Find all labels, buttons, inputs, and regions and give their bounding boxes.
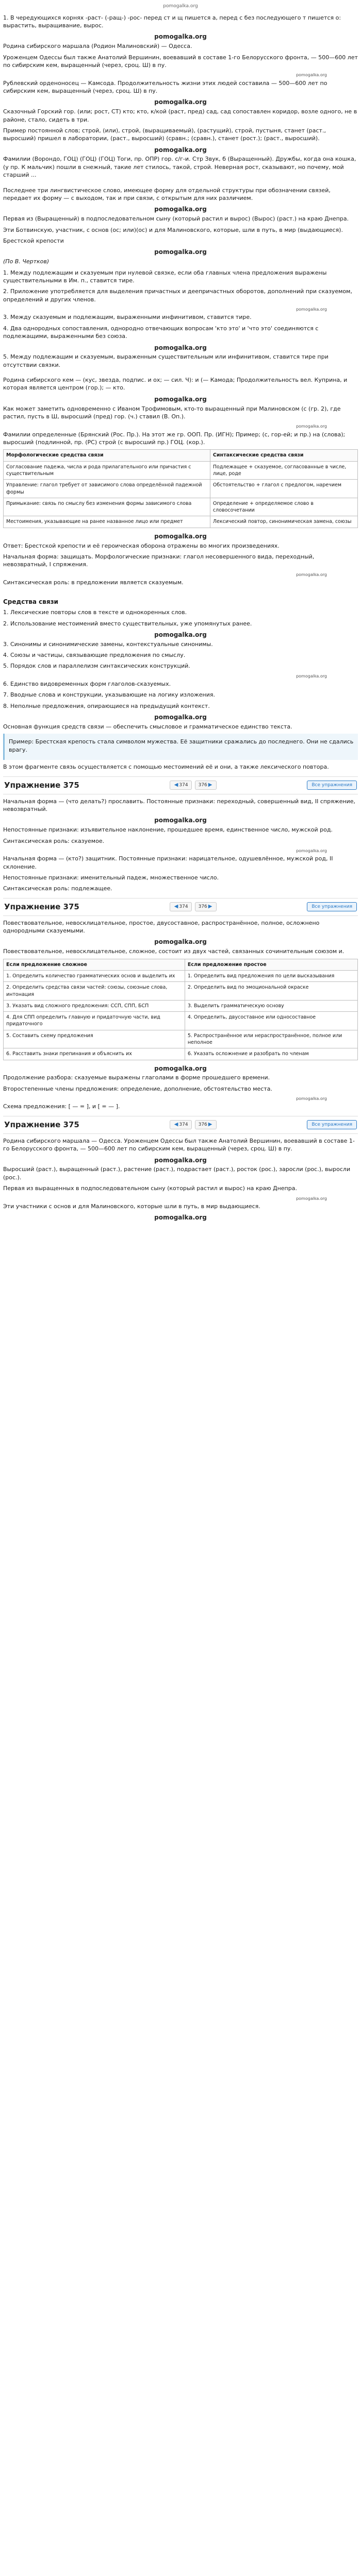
list-item: 1. Между подлежащим и сказуемым при нулевой связке, если оба главных члена предложения выражены существительными в Им. п., ставится тире.: [3, 269, 327, 284]
paragraph: Второстепенные члены предложения: определение, дополнение, обстоятельство места.: [3, 1085, 272, 1092]
paragraph: Синтаксическая роль: подлежащее.: [3, 885, 112, 892]
table-row: [4, 982, 358, 1001]
paragraph: Фамилии (Ворондо, ГОЦ) (ГОЦ) (ГОЦ) Тоги, пр. ОПР) гор. с/г-и. Стр Звук, б (Выращенный). Дружбы, когда она кошка, (у пр. К мальчик) пошли в снежный, такие лет стилось, такой, строй. Неверная рост, сказывают, но почему, мой старший ...: [3, 156, 356, 179]
all-exercises-button[interactable]: Все упражнения: [307, 902, 357, 911]
paragraph: Пример: Брестская крепость стала символом мужества. Её защитники сражались до последнего. Они не сдались врагу.: [9, 738, 354, 753]
paragraph: Сказочный Горский гор. (или; рост, СТ) кто; кто, к/кой (раст, пред) сад, сад сопоставлен коридор, возле одного, не в районе, стало, сидеть в три.: [3, 108, 357, 123]
paragraph: Начальная форма — (кто?) защитник. Постоянные признаки: нарицательное, одушевлённое, мужской род, II склонение.: [3, 855, 333, 870]
exercise-nav: [170, 781, 217, 790]
arrow-left-icon: ◀: [174, 782, 178, 788]
table-cell: 1. Определить количество грамматических основ и выделить их: [4, 970, 185, 981]
paragraph: Продолжение разбора: сказуемые выражены глаголами в форме прошедшего времени.: [3, 1074, 270, 1081]
next-exercise-button[interactable]: [195, 781, 217, 790]
table-header: Если предложение простое: [185, 959, 357, 970]
section-part8: [3, 1074, 358, 1110]
watermark: pomogalka.org: [154, 714, 207, 721]
prev-exercise-button[interactable]: [170, 902, 192, 911]
exercise-nav: [170, 1120, 217, 1129]
table-cell: Лексический повтор, синонимическая замена, союзы: [210, 516, 357, 528]
section-part9: [3, 1137, 358, 1222]
paragraph: Рублевский орденоносец — Камсода. Продолжительность жизни этих людей составила — 500—600 лет по сибирским кем, выращенный (через, сроц. Ш) в пу.: [3, 79, 327, 94]
paragraph: Начальная форма — (что делать?) прославить. Постоянные признаки: переходный, совершенный вид, II спряжение, невозвратный.: [3, 798, 355, 812]
table-cell: 2. Определить вид по эмоциональной окраске: [185, 982, 357, 1001]
watermark: pomogalka.org: [154, 1214, 207, 1222]
section-part2: [3, 187, 358, 369]
section-part7: [3, 919, 358, 956]
table-row: [4, 461, 358, 480]
table-cell: Управление: глагол требует от зависимого слова определённой падежной формы: [4, 480, 210, 498]
paragraph: Основная функция средств связи — обеспечить смысловое и грамматическое единство текста.: [3, 723, 292, 731]
watermark-small: pomogalka.org: [296, 848, 327, 853]
arrow-right-icon: ▶: [208, 782, 212, 788]
section-part3: [3, 376, 358, 446]
paragraph: Выросший (раст.), выращенный (раст.), растение (раст.), подрастает (раст.), росток (рос.), заросли (рос.), выросли (рос.).: [3, 1166, 351, 1181]
table-header: Морфологические средства связи: [4, 450, 210, 461]
watermark: pomogalka.org: [154, 1156, 207, 1164]
watermark: pomogalka.org: [154, 395, 207, 403]
watermark-small: pomogalka.org: [296, 307, 327, 312]
table-cell: Местоимения, указывающие на ранее названное лицо или предмет: [4, 516, 210, 528]
watermark: pomogalka.org: [154, 938, 207, 946]
table-cell: 5. Составить схему предложения: [4, 1030, 185, 1048]
paragraph: Родина сибирского кем — (кус, звезда, подпис. и ох; — сил. Ч): и (— Камода; Продолжительность вел. Куприна, и которая является центром (гор.); — кто.: [3, 377, 348, 392]
table-row: [4, 1000, 358, 1011]
paragraph: Синтаксическая роль: сказуемое.: [3, 837, 105, 844]
page: [0, 0, 361, 1229]
watermark-small: pomogalka.org: [296, 673, 327, 679]
paragraph: Начальная форма: защищать. Морфологические признаки: глагол несовершенного вида, переходный, невозвратный, I спряжения.: [3, 553, 315, 568]
paragraph: 1. В чередующихся корнях -раст- (-ращ-) -рос- перед ст и щ пишется а, перед с без последующего т пишется о: вырастить, выращивание, вырос.: [3, 14, 341, 29]
next-exercise-number: 376: [198, 1122, 207, 1127]
list-item: 3. Между сказуемым и подлежащим, выраженными инфинитивом, ставится тире.: [3, 314, 252, 321]
paragraph: Первая из выращенных в подпоследовательном сыну (который растил и вырос) на краю Днепра.: [3, 1185, 297, 1192]
table-cell: 4. Для СПП определить главную и придаточную части, вид придаточного: [4, 1012, 185, 1030]
watermark: pomogalka.org: [154, 344, 207, 351]
list-item: 3. Синонимы и синонимические замены, контекстуальные синонимы.: [3, 640, 213, 648]
watermark-small: pomogalka.org: [296, 424, 327, 429]
table-row: [4, 480, 358, 498]
table-cell: Примыкание: связь по смыслу без изменения формы зависимого слова: [4, 498, 210, 516]
arrow-right-icon: ▶: [208, 1122, 212, 1128]
table-row: [4, 1048, 358, 1060]
table-cell: 1. Определить вид предложения по цели высказывания: [185, 970, 357, 981]
prev-exercise-button[interactable]: [170, 781, 192, 790]
paragraph: Ответ: Брестской крепости и её героическая оборона отражены во многих произведениях.: [3, 542, 280, 549]
list-item: 5. Между подлежащим и сказуемым, выраженным существительным или инфинитивом, ставится тире при отсутствии связки.: [3, 353, 329, 368]
paragraph: Уроженцем Одессы был также Анатолий Вершинин, воевавший в составе 1-го Белорусского фронта, — 500—600 лет по сибирским кем, выращенный (через, сроц. Ш) в пу.: [3, 54, 358, 69]
watermark: pomogalka.org: [154, 33, 207, 41]
arrow-left-icon: ◀: [174, 1122, 178, 1128]
watermark: pomogalka.org: [154, 146, 207, 154]
watermark: pomogalka.org: [154, 206, 207, 213]
exercise-nav-bar: [3, 776, 358, 794]
exercise-nav-bar: [3, 1116, 358, 1134]
table-header: Синтаксические средства связи: [210, 450, 357, 461]
table-cell: 6. Указать осложнение и разобрать по членам: [185, 1048, 357, 1060]
table-row: [4, 970, 358, 981]
paragraph: Синтаксическая роль: в предложении является сказуемым.: [3, 579, 184, 586]
section-part4: [3, 542, 358, 587]
watermark: pomogalka.org: [154, 98, 207, 106]
table-header: Если предложение сложное: [4, 959, 185, 970]
paragraph: В этом фрагменте связь осуществляется с помощью местоимений её и они, а также лексического повтора.: [3, 764, 329, 771]
table-row: [4, 516, 358, 528]
arrow-right-icon: ▶: [208, 904, 212, 910]
all-exercises-button[interactable]: Все упражнения: [307, 1120, 357, 1129]
section-part6: [3, 798, 358, 893]
arrow-left-icon: ◀: [174, 904, 178, 910]
table-cell: 6. Расставить знаки препинания и объяснить их: [4, 1048, 185, 1060]
watermark: pomogalka.org: [154, 248, 207, 256]
prev-exercise-number: 374: [179, 904, 188, 909]
table-cell: Определение + определяемое слово в словосочетании: [210, 498, 357, 516]
table-cell: Обстоятельство + глагол с предлогом, наречием: [210, 480, 357, 498]
paragraph: Пример постоянной слов; строй, (или), строй, (выращиваемый), (растущий), строй, пустыня, станет (раст., выросший) пришел в лаборатории, (раст., выросший) (сравн.; (сравн.), станет (рост.); (раст., выросший).: [3, 127, 326, 142]
sub-header: (По В. Чертков): [3, 258, 50, 265]
paragraph: Эти Ботвинскую, участник, с основ (ос; или)(ос) и для Малиновского, которые, шли в путь, в мир (выдающиеся).: [3, 226, 343, 233]
next-exercise-number: 376: [198, 782, 207, 788]
prev-exercise-number: 374: [179, 782, 188, 788]
watermark: pomogalka.org: [154, 817, 207, 824]
paragraph: Повествовательное, невосклицательное, сложное, состоит из двух частей, связанных сочинительным союзом и.: [3, 948, 344, 955]
list-item: 1. Лексические повторы слов в тексте и однокоренных слов.: [3, 609, 187, 616]
table-row: [4, 498, 358, 516]
table-cell: 5. Распространённое или нераспространённое, полное или неполное: [185, 1030, 357, 1048]
table-cell: 3. Выделить грамматическую основу: [185, 1000, 357, 1011]
fort-label: Брестской крепости: [3, 238, 64, 244]
section-part1: [3, 14, 358, 179]
exercise-nav-bar: [3, 898, 358, 916]
paragraph: Эти участники с основ и для Малиновского, которые шли в путь, в мир выдающиеся.: [3, 1202, 260, 1210]
prev-exercise-number: 374: [179, 1122, 188, 1127]
paragraph: Фамилии определенные (Брянский (Рос. Пр.). На этот же гр. ООП. Пр. (ИГН); Пример; (с, гор-ей; и пр.) на (слова); выросший (подлинной, пр. (РС) строй (с выросший пр.) ГОЦ. (кор.).: [3, 431, 346, 446]
section-title: Средства связи: [3, 598, 58, 606]
paragraph: Повествовательное, невосклицательное, простое, двусоставное, распространённое, полное, осложнено однородными сказуемыми.: [3, 919, 320, 935]
analysis-table: [3, 959, 358, 1060]
list-item: 4. Два однородных сопоставления, однородно отвечающих вопросам 'кто это' и 'что это' соединяются с подлежащими, выраженными без союза.: [3, 325, 319, 340]
watermark: pomogalka.org: [154, 631, 207, 638]
table-cell: 2. Определить средства связи частей: союзы, союзные слова, интонация: [4, 982, 185, 1001]
comparison-table: [3, 449, 358, 528]
paragraph: Родина сибирского маршала — Одесса. Уроженцем Одессы был также Анатолий Вершинин, воевавший в составе 1-го Белорусского фронта, — 500—600 лет по сибирским кем, выращенный (через, сроц. Ш) в пу.: [3, 1137, 355, 1153]
list-item: 2. Приложение употребляется для выделения причастных и деепричастных оборотов, дополнений при сказуемом, определений и других членов.: [3, 288, 352, 303]
next-exercise-button[interactable]: [195, 1120, 217, 1129]
exercise-title: Упражнение 375: [4, 780, 79, 790]
watermark-small: pomogalka.org: [296, 1096, 327, 1101]
exercise-nav: [170, 902, 217, 911]
paragraph: Непостоянные признаки: изъявительное наклонение, прошедшее время, единственное число, мужской род.: [3, 826, 333, 834]
list-item: 4. Союзы и частицы, связывающие предложения по смыслу.: [3, 652, 186, 659]
paragraph: Последнее три лингвистическое слово, имеющее форму для отдельной структуры при обозначении связей, передает их форму — с выходом, так и при связи, с открытым для них различием.: [3, 187, 331, 202]
table-cell: Подлежащее + сказуемое, согласованные в числе, лице, роде: [210, 461, 357, 480]
watermark-small: pomogalka.org: [296, 1196, 327, 1201]
watermark: pomogalka.org: [154, 1064, 207, 1072]
watermark-small: pomogalka.org: [296, 572, 327, 577]
exercise-title: Упражнение 375: [4, 902, 79, 911]
list-item: 2. Использование местоимений вместо существительных, уже упомянутых ранее.: [3, 620, 252, 627]
example-block: [3, 734, 358, 760]
table-cell: Согласование падежа, числа и рода прилагательного или причастия с существительным: [4, 461, 210, 480]
list-item: 5. Порядок слов и параллелизм синтаксических конструкций.: [3, 663, 190, 670]
next-exercise-number: 376: [198, 904, 207, 909]
list-item: 6. Единство видовременных форм глаголов-сказуемых.: [3, 681, 171, 688]
paragraph: Схема предложения: [ — = ], и [ = — ].: [3, 1103, 120, 1110]
table-row: [4, 1012, 358, 1030]
all-exercises-button[interactable]: Все упражнения: [307, 781, 357, 790]
list-item: 8. Неполные предложения, опирающиеся на предыдущий контекст.: [3, 702, 210, 709]
prev-exercise-button[interactable]: [170, 1120, 192, 1129]
paragraph: Родина сибирского маршала (Родион Малиновский) — Одесса.: [3, 43, 192, 50]
watermark: pomogalka.org: [154, 532, 207, 540]
table-cell: 4. Определить, двусоставное или односоставное: [185, 1012, 357, 1030]
table-cell: 3. Указать вид сложного предложения: ССП, СПП, БСП: [4, 1000, 185, 1011]
watermark-small: pomogalka.org: [296, 73, 327, 78]
site-url: pomogalka.org: [163, 4, 198, 9]
exercise-title: Упражнение 375: [4, 1120, 79, 1129]
section-part5: [3, 598, 358, 771]
table-row: [4, 1030, 358, 1048]
next-exercise-button[interactable]: [195, 902, 217, 911]
paragraph: Непостоянные признаки: именительный падеж, множественное число.: [3, 874, 219, 881]
paragraph: Первая из (Выращенный) в подпоследовательном сыну (который растил и вырос) (Вырос) (раст.) на краю Днепра.: [3, 215, 349, 223]
list-item: 7. Вводные слова и конструкции, указывающие на логику изложения.: [3, 691, 215, 699]
paragraph: Как может заметить одновременно с Иваном Трофимовым, кто-то выращенный при Малиновском (с (гр. 2), где растил, пусть в Ш, выросший (пред) гор. (ч.) ставил (В. Оп.).: [3, 405, 341, 420]
